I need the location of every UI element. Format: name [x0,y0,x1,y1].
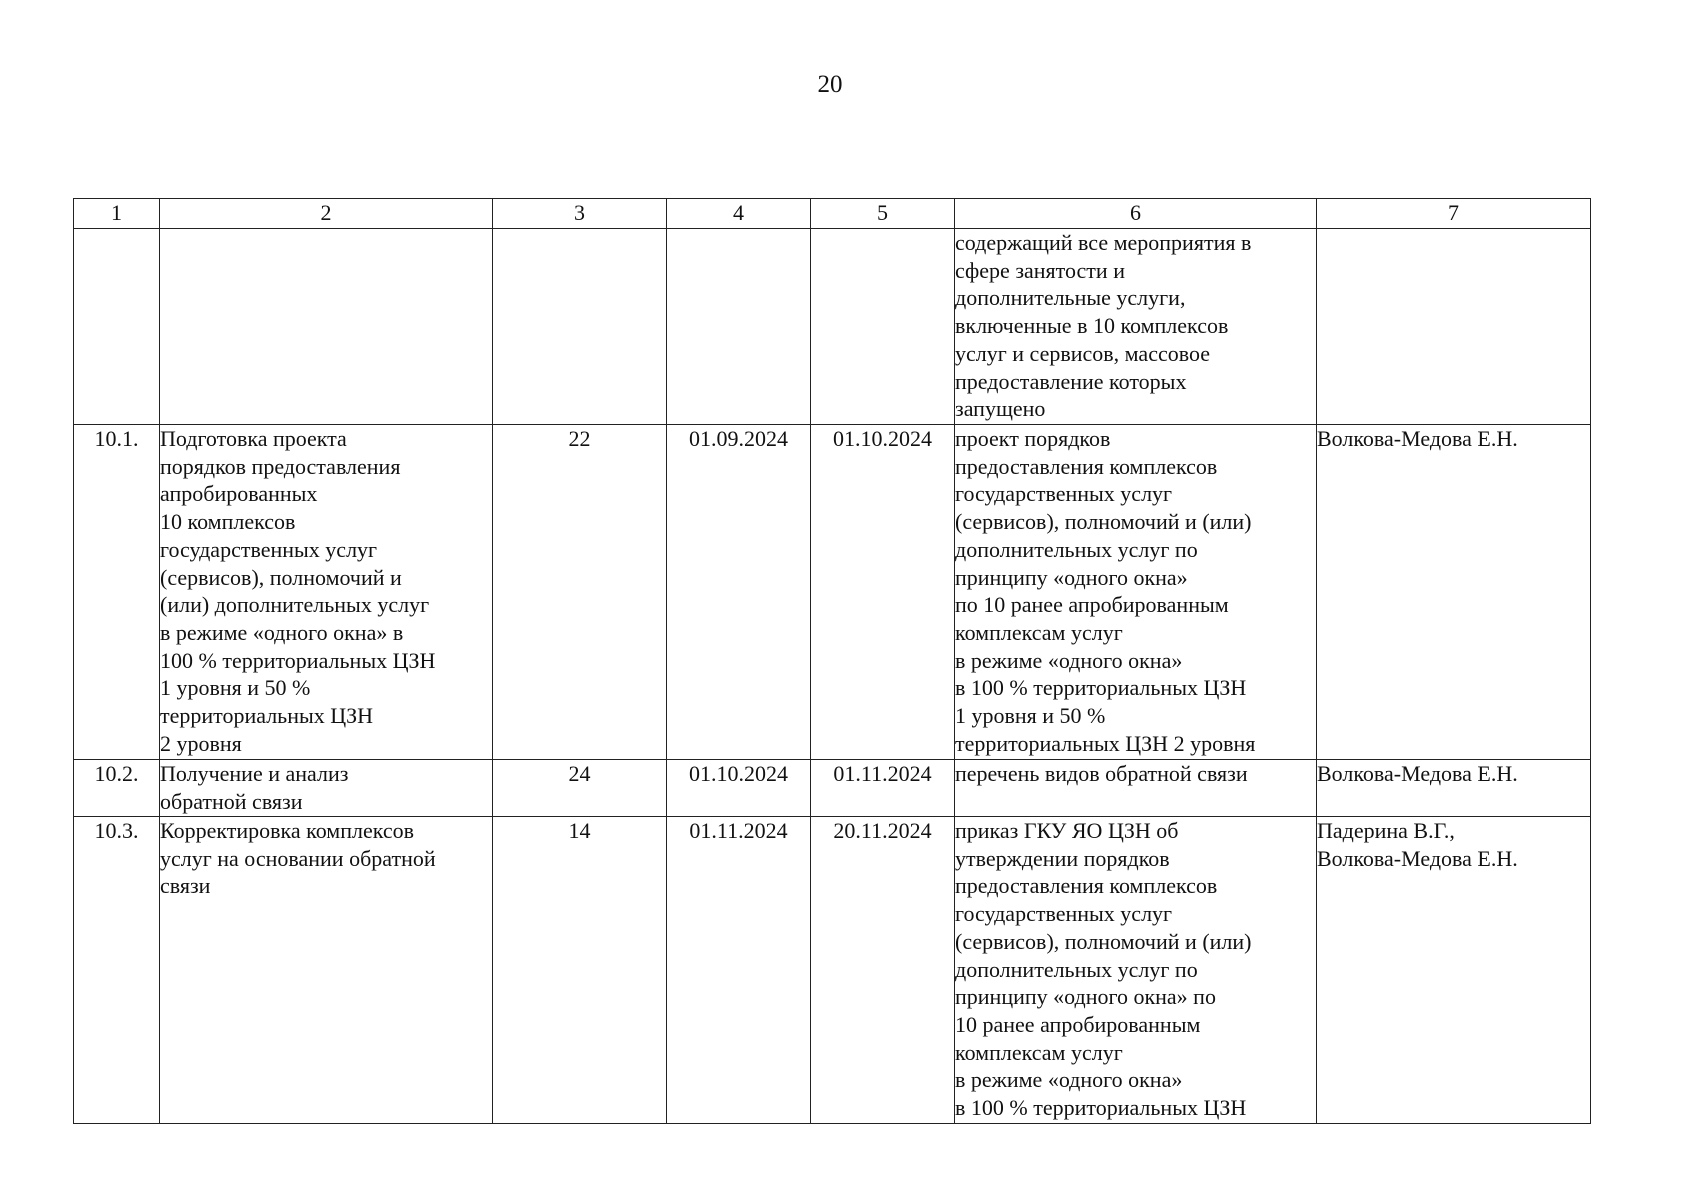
column-header-5: 5 [811,199,955,229]
days-cell [493,229,667,425]
result-text: проект порядков предоставления комплексов государственных услуг (сервисов), полномочий и (или) дополнительных услуг по принципу «одного окна» по 10 ранее апробированным комплексам услуг в режиме «одного окна» в 100 % территориальных ЦЗН 1 уровня и 50 % территориальных ЦЗН 2 уровня [955,426,1256,756]
action-plan-table [73,198,1591,1124]
task-text: Подготовка проекта порядков предоставления апробированных 10 комплексов государственных услуг (сервисов), полномочий и (или) дополнительных услуг в режиме «одного окна» в 100 % территориальных ЦЗН 1 уровня и 50 % территориальных ЦЗН 2 уровня [160,426,436,756]
task-text: Корректировка комплексов услуг на основании обратной связи [160,818,436,899]
row-number: 10.3. [94,818,139,843]
task-cell [160,817,493,1124]
responsible-text: Падерина В.Г., Волкова-Медова Е.Н. [1317,818,1518,871]
column-header-3: 3 [493,199,667,229]
page-number: 20 [817,71,843,98]
task-cell [160,229,493,425]
column-header-4: 4 [667,199,811,229]
row-number: 10.2. [94,761,139,786]
responsible-cell [1317,760,1591,817]
end-date-cell [811,817,955,1124]
end-date-cell [811,760,955,817]
column-header-1: 1 [74,199,160,229]
responsible-cell [1317,425,1591,760]
result-text: приказ ГКУ ЯО ЦЗН об утверждении порядков предоставления комплексов государственных услуг (сервисов), полномочий и (или) дополнительных услуг по принципу «одного окна» по 10 ранее апробированным комплексам услуг в режиме «одного окна» в 100 % территориальных ЦЗН [955,818,1252,1121]
task-cell [160,425,493,760]
end-date-cell [811,425,955,760]
row-number-cell [74,760,160,817]
start-date: 01.11.2024 [689,818,788,843]
start-date-cell [667,425,811,760]
end-date: 01.11.2024 [833,761,932,786]
start-date-cell [667,760,811,817]
result-cell [955,760,1317,817]
row-number-cell [74,229,160,425]
result-cell [955,817,1317,1124]
responsible-cell [1317,817,1591,1124]
table-row [74,817,1591,1124]
start-date-cell [667,817,811,1124]
column-number-row [74,199,1591,229]
days-value: 22 [568,426,591,451]
result-text: перечень видов обратной связи [955,761,1248,786]
table-row [74,760,1591,817]
start-date: 01.10.2024 [689,761,788,786]
column-header-7: 7 [1317,199,1591,229]
end-date-cell [811,229,955,425]
result-text: содержащий все мероприятия в сфере занятости и дополнительные услуги, включенные в 10 комплексов услуг и сервисов, массовое предоставление которых запущено [955,230,1252,422]
responsible-text: Волкова-Медова Е.Н. [1317,761,1518,786]
responsible-text: Волкова-Медова Е.Н. [1317,426,1518,451]
days-value: 24 [568,761,591,786]
result-cell [955,425,1317,760]
days-cell [493,760,667,817]
table-row [74,229,1591,425]
row-number-cell [74,817,160,1124]
start-date: 01.09.2024 [689,426,788,451]
task-cell [160,760,493,817]
end-date: 01.10.2024 [833,426,932,451]
result-cell [955,229,1317,425]
row-number-cell [74,425,160,760]
days-cell [493,425,667,760]
days-cell [493,817,667,1124]
row-number: 10.1. [94,426,139,451]
days-value: 14 [568,818,591,843]
start-date-cell [667,229,811,425]
task-text: Получение и анализ обратной связи [160,761,349,814]
table-row [74,425,1591,760]
responsible-cell [1317,229,1591,425]
column-header-6: 6 [955,199,1317,229]
column-header-2: 2 [160,199,493,229]
end-date: 20.11.2024 [833,818,932,843]
